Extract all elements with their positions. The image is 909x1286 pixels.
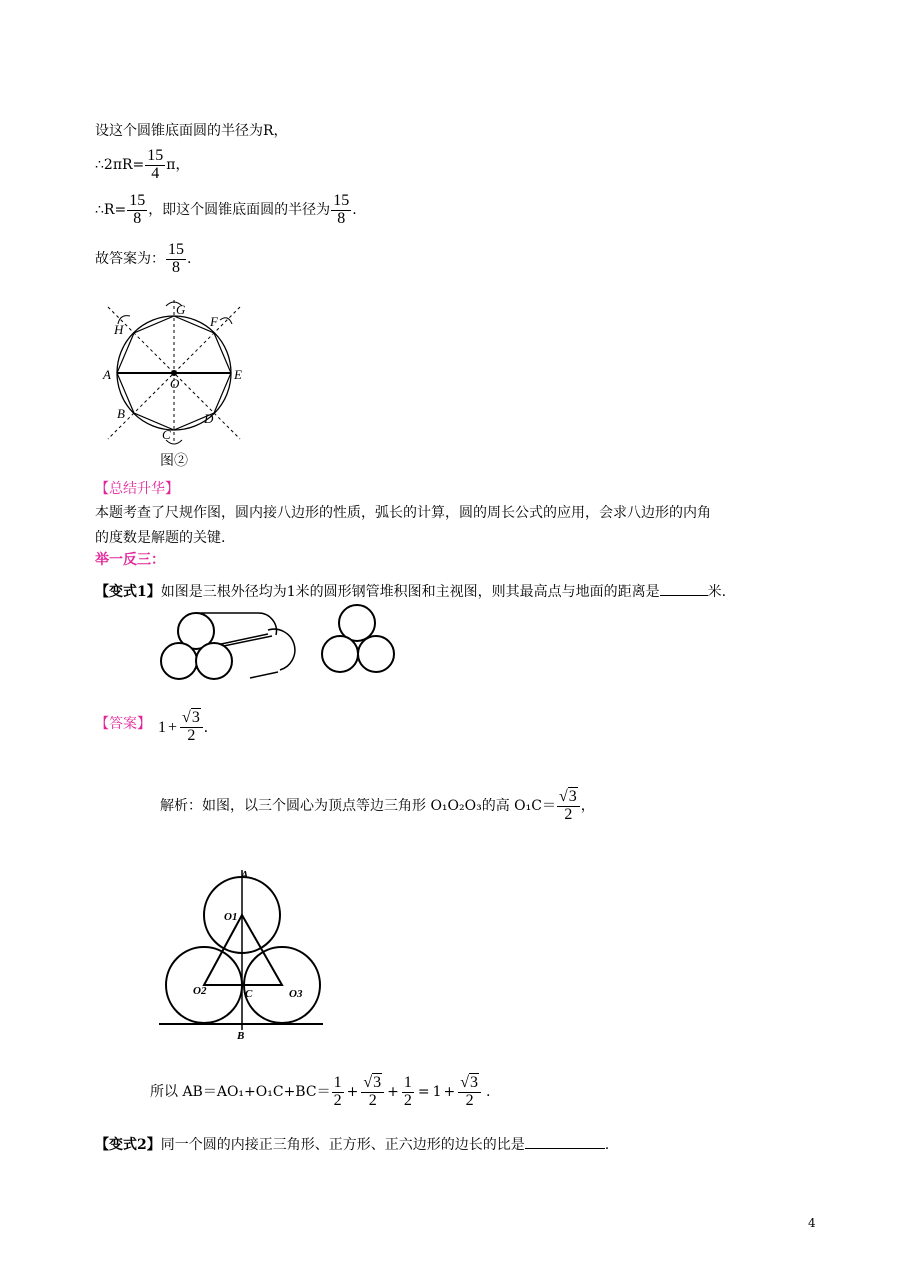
page-number: 4 bbox=[808, 1216, 816, 1230]
fraction-denominator: 2 bbox=[333, 1091, 342, 1109]
summary-paragraph-line-2: 的度数是解题的关键. bbox=[95, 530, 226, 546]
variant-1-question bbox=[95, 584, 726, 601]
equation-prefix: ∴2πR= bbox=[95, 156, 145, 173]
plus-sign: + bbox=[443, 1083, 456, 1100]
equation-suffix: . bbox=[352, 201, 357, 218]
text-line-equation-2 bbox=[95, 193, 357, 228]
fraction-denominator: 2 bbox=[465, 1091, 474, 1109]
fraction-1-over-2-b bbox=[402, 1075, 414, 1110]
fraction-15-8 bbox=[127, 193, 147, 228]
label-D: D bbox=[204, 411, 214, 426]
fraction-answer bbox=[166, 242, 186, 277]
fraction-denominator: 4 bbox=[151, 164, 160, 182]
label-O3: O3 bbox=[289, 988, 303, 1000]
variant-1-text: 如图是三根外径均为1米的圆形钢管堆积图和主视图，则其最高点与地面的距离是 bbox=[160, 584, 660, 600]
fraction-sqrt3-over-2 bbox=[180, 710, 203, 745]
equation-prefix: ∴R= bbox=[95, 201, 127, 218]
fraction-denominator: 2 bbox=[564, 805, 573, 823]
fraction-denominator: 2 bbox=[187, 726, 196, 744]
text-line-equation-1 bbox=[95, 148, 190, 183]
fraction-denominator: 2 bbox=[403, 1091, 412, 1109]
fraction-numerator: 15 bbox=[129, 192, 146, 209]
analysis-text: 解析：如图，以三个圆心为顶点等边三角形 O₁O₂O₃的高 O₁C＝ bbox=[160, 797, 556, 814]
fraction-1-over-2 bbox=[332, 1075, 344, 1110]
answer-plus: + bbox=[168, 718, 178, 736]
fraction-sqrt3-over-2-b bbox=[458, 1075, 481, 1110]
text-line-answer bbox=[95, 242, 191, 277]
fraction-numerator: 1 bbox=[403, 1074, 412, 1091]
sqrt-radicand: 3 bbox=[373, 1074, 382, 1091]
answer-suffix: . bbox=[187, 250, 192, 267]
sqrt-radicand: 3 bbox=[191, 709, 200, 726]
section-heading: 举一反三： bbox=[95, 552, 165, 568]
label-A: A bbox=[103, 367, 111, 382]
summary-paragraph-line-1: 本题考查了尺规作图，圆内接八边形的性质，弧长的计算，圆的周长公式的应用，会求八边形的内角 bbox=[95, 505, 711, 521]
equals-sign: = bbox=[417, 1083, 430, 1100]
fraction-numerator: 1 bbox=[333, 1074, 342, 1091]
figure-pipes bbox=[150, 600, 410, 686]
fraction-denominator: 2 bbox=[368, 1091, 377, 1109]
fraction-denominator: 8 bbox=[337, 209, 346, 227]
label-C: C bbox=[245, 988, 253, 1000]
answer-blank bbox=[525, 1148, 605, 1149]
fraction-numerator: √3 bbox=[557, 789, 580, 807]
fraction-sqrt3-over-2-analysis bbox=[557, 789, 580, 824]
variant-2-question bbox=[95, 1137, 609, 1154]
variant-2-tag: 【变式2】 bbox=[95, 1137, 161, 1153]
fraction-15-8-b bbox=[331, 193, 351, 228]
variant-2-text: 同一个圆的内接正三角形、正方形、正六边形的边长的比是 bbox=[160, 1137, 525, 1153]
sqrt-radicand: 3 bbox=[568, 788, 577, 805]
result-period: . bbox=[486, 1083, 491, 1100]
fraction-numerator: 15 bbox=[147, 147, 164, 164]
figure-octagon bbox=[100, 292, 260, 472]
fraction-numerator: √3 bbox=[180, 710, 203, 728]
answer-prefix: 故答案为： bbox=[95, 250, 165, 267]
label-H: H bbox=[114, 322, 124, 337]
analysis-suffix: ， bbox=[580, 797, 595, 814]
fraction-sqrt3-over-2 bbox=[361, 1075, 384, 1110]
text-line-radius-intro: 设这个圆锥底面圆的半径为R， bbox=[95, 123, 288, 139]
fraction-numerator: √3 bbox=[361, 1075, 384, 1093]
answer-expression bbox=[158, 710, 208, 745]
figure-three-circles bbox=[155, 862, 335, 1044]
label-B: B bbox=[117, 406, 125, 421]
summary-heading: 【总结升华】 bbox=[95, 481, 179, 497]
equation-middle-text: ，即这个圆锥底面圆的半径为 bbox=[148, 201, 331, 218]
answer-tag: 【答案】 bbox=[95, 716, 151, 732]
sqrt-radicand: 3 bbox=[470, 1074, 478, 1091]
fraction-denominator: 8 bbox=[133, 209, 142, 227]
result-line bbox=[150, 1075, 490, 1110]
plus-sign: + bbox=[387, 1083, 399, 1100]
variant-1-tag: 【变式1】 bbox=[95, 584, 161, 600]
label-O: O bbox=[170, 376, 180, 391]
answer-blank bbox=[660, 595, 708, 596]
fraction-denominator: 8 bbox=[172, 258, 180, 276]
fraction-numerator: √3 bbox=[458, 1075, 481, 1093]
label-O1: O1 bbox=[224, 911, 238, 923]
answer-one: 1 bbox=[158, 718, 166, 736]
fraction-15-4 bbox=[145, 148, 165, 183]
result-one: 1 bbox=[432, 1083, 442, 1100]
result-text: 所以 AB＝AO₁+O₁C+BC＝ bbox=[150, 1083, 331, 1100]
label-B: B bbox=[237, 1030, 245, 1042]
answer-period: . bbox=[203, 718, 208, 736]
variant-2-period: . bbox=[604, 1137, 610, 1153]
label-C: C bbox=[162, 427, 171, 442]
label-F: F bbox=[210, 314, 218, 329]
label-A: A bbox=[241, 869, 249, 881]
label-G: G bbox=[176, 302, 186, 317]
fraction-numerator: 15 bbox=[333, 192, 350, 209]
analysis-line bbox=[160, 789, 595, 824]
plus-sign: + bbox=[346, 1083, 359, 1100]
figure-caption: 图② bbox=[160, 454, 188, 469]
fraction-numerator: 15 bbox=[168, 241, 184, 258]
label-E: E bbox=[234, 367, 242, 382]
label-O2: O2 bbox=[193, 985, 207, 997]
variant-1-unit: 米. bbox=[707, 584, 727, 600]
equation-suffix: π， bbox=[166, 156, 190, 173]
